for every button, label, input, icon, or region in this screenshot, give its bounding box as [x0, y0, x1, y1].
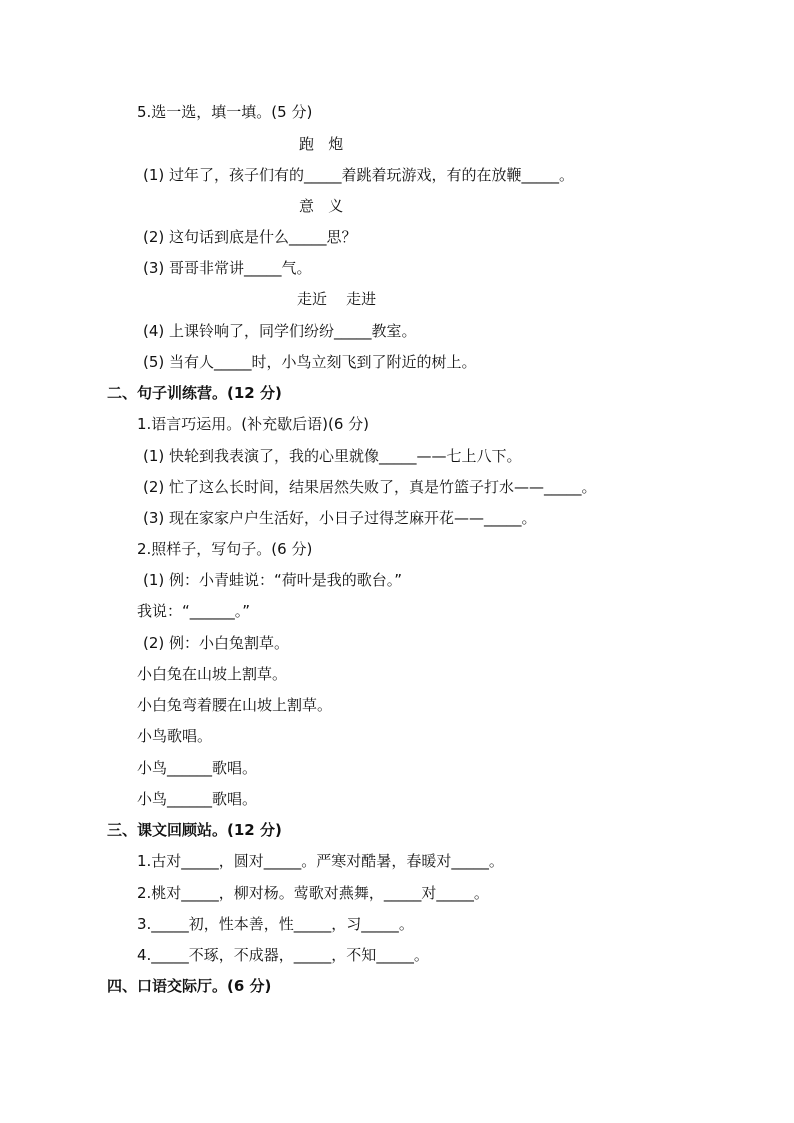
- section-2-example-1: (1) 例：小青蛙说：“荷叶是我的歌台。”: [143, 571, 403, 589]
- section-4-heading: 四、口语交际厅。(6 分): [107, 977, 272, 995]
- section-3-item: 3._____初，性本善，性_____，习_____。: [137, 915, 414, 933]
- section-3-item: 2.桃对_____，柳对杨。莺歌对燕舞，_____对_____。: [137, 884, 489, 902]
- section-2-sub2-heading: 2.照样子，写句子。(6 分): [137, 540, 313, 558]
- q5-options-group3: 走近 走进: [297, 290, 377, 308]
- q5-options-group2: 意 义: [299, 197, 344, 215]
- q5-item-3: (3) 哥哥非常讲_____气。: [143, 259, 312, 277]
- section-2-sub1-item: (1) 快轮到我表演了，我的心里就像_____——七上八下。: [143, 447, 522, 465]
- section-2-example-2-task: 小鸟歌唱。: [137, 727, 213, 745]
- section-3-item: 4._____不琢，不成器，_____，不知_____。: [137, 946, 429, 964]
- section-2-example-1-answer: 我说：“______。”: [137, 602, 251, 620]
- q5-item-1: (1) 过年了，孩子们有的_____着跳着玩游戏，有的在放鞭_____。: [143, 166, 575, 184]
- section-2-heading: 二、句子训练营。(12 分): [107, 384, 282, 402]
- section-2-sub1-heading: 1.语言巧运用。(补充歇后语)(6 分): [137, 415, 370, 433]
- section-3-item: 1.古对_____，圆对_____。严寒对酷暑，春暖对_____。: [137, 852, 504, 870]
- section-2-example-2: (2) 例：小白兔割草。: [143, 634, 290, 652]
- section-2-sub1-item: (2) 忙了这么长时间，结果居然失败了，真是竹篮子打水——_____。: [143, 478, 597, 496]
- q5-item-5: (5) 当有人_____时，小鸟立刻飞到了附近的树上。: [143, 353, 477, 371]
- section-3-heading: 三、课文回顾站。(12 分): [107, 821, 282, 839]
- section-2-example-2-answer: 小鸟______歌唱。: [137, 759, 258, 777]
- q5-item-4: (4) 上课铃响了，同学们纷纷_____教室。: [143, 322, 417, 340]
- section-2-example-2-line: 小白兔弯着腰在山坡上割草。: [137, 696, 333, 714]
- q5-heading: 5.选一选，填一填。(5 分): [137, 103, 313, 121]
- section-2-example-2-answer: 小鸟______歌唱。: [137, 790, 258, 808]
- q5-item-2: (2) 这句话到底是什么_____思？: [143, 228, 357, 246]
- section-2-sub1-item: (3) 现在家家户户生活好，小日子过得芝麻开花——_____。: [143, 509, 537, 527]
- q5-options-group1: 跑 炮: [299, 135, 344, 153]
- section-2-example-2-line: 小白兔在山坡上割草。: [137, 665, 288, 683]
